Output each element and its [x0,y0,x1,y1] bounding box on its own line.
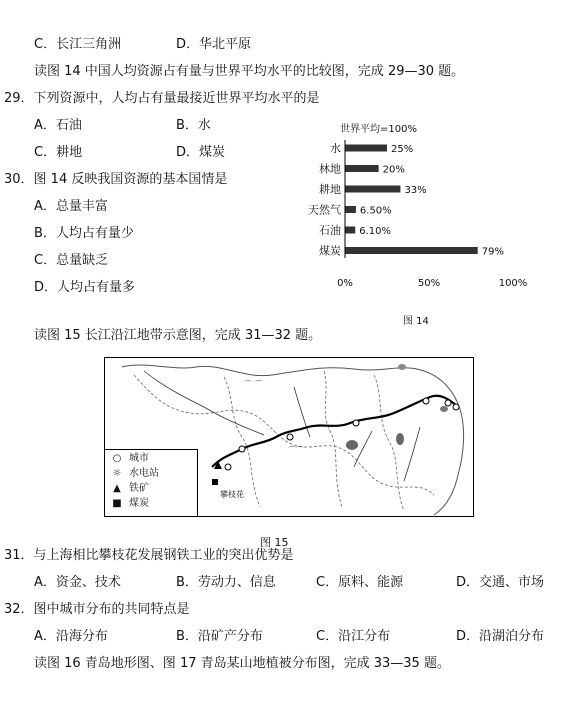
city-marker [445,400,451,406]
intro-figure-16: 读图 16 青岛地形图、图 17 青岛某山地植被分布图，完成 33—35 题。 [34,656,450,671]
map-legend [104,449,198,517]
circle-icon: ○ [112,453,122,464]
q32-option-b: B．沿矿产分布 [176,629,263,644]
question-31: 31．与上海相比攀枝花发展钢铁工业的突出优势是 [4,548,294,563]
chart-caption: 图 14 [403,316,429,327]
terrain-mark: ⌒⌒ [288,446,304,455]
square-icon: ■ [112,498,122,509]
category-label: 石油 [319,224,341,237]
option-c-prev: C．长江三角洲 [34,37,122,52]
value-label: 6.10% [359,226,392,237]
q32-option-a: A．沿海分布 [34,629,108,644]
q30-option-c: C．总量缺乏 [34,253,109,268]
legend-item-hydropower [111,467,159,480]
category-label: 煤炭 [319,244,341,258]
intro-figure-14: 读图 14 中国人均资源占有量与世界平均水平的比较图，完成 29—30 题。 [34,64,465,79]
lake-tai [440,406,448,412]
value-label: 33% [404,185,427,196]
panzhihua-label: 攀枝花 [220,490,244,499]
category-label: 耕地 [319,183,341,196]
city-marker [453,404,459,410]
bar [345,186,400,193]
bar [345,145,387,152]
q32-option-c: C．沿江分布 [316,629,391,644]
q32-option-d: D．沿湖泊分布 [456,629,545,644]
map-caption: 图 15 [260,536,289,549]
lake-poyang [396,433,404,445]
category-label: 水 [330,142,341,155]
lake-north [398,364,406,370]
value-label: 25% [391,144,414,155]
tick-label: 0% [337,278,353,289]
value-label: 79% [481,246,504,258]
q29-option-c: C．耕地 [34,145,83,160]
value-label: 20% [382,164,405,176]
bar [345,165,379,172]
city-marker [353,420,359,426]
city-marker [287,434,293,440]
q31-option-b: B．劳动力、信息 [176,575,276,590]
legend-item-city [111,452,149,465]
hydropower-marker [225,464,231,470]
q31-option-c: C．原料、能源 [316,575,404,590]
legend-item-coal [111,497,149,510]
category-label: 天然气 [308,203,341,217]
q30-option-a: A．总量丰富 [34,199,108,214]
lake-dongting [346,440,358,450]
intro-figure-15: 读图 15 长江沿江地带示意图，完成 31—32 题。 [34,328,322,343]
bar [345,247,478,254]
tick-label: 50% [417,278,441,289]
q31-option-a: A．资金、技术 [34,575,121,590]
bar [345,206,356,213]
q30-option-d: D．人均占有量多 [34,280,136,295]
legend-label: 城市 [129,453,149,464]
q30-option-b: B．人均占有量少 [34,226,134,241]
question-30: 30．图 14 反映我国资源的基本国情是 [4,172,228,187]
question-29: 29．下列资源中，人均占有量最接近世界平均水平的是 [4,91,320,106]
terrain-mark: ⌒ ⌒ [244,380,263,389]
legend-label: 煤炭 [129,498,149,509]
legend-item-iron [111,482,149,495]
coal-marker [212,479,218,485]
option-d-prev: D．华北平原 [176,37,252,52]
q29-option-a: A．石油 [34,118,82,133]
value-label: 6.50% [359,205,392,217]
triangle-icon: ▲ [113,483,121,494]
resource-comparison-chart [300,118,540,328]
city-marker [423,398,429,404]
q31-option-d: D．交通、市场 [456,575,545,590]
tick-label: 100% [498,278,528,289]
sun-icon: ☼ [112,468,122,479]
question-32: 32．图中城市分布的共同特点是 [4,602,190,617]
legend-label: 铁矿 [129,483,149,494]
bar [345,227,355,234]
city-marker [239,446,245,452]
q29-option-b: B．水 [176,118,211,133]
chart-title: 世界平均=100% [340,124,417,135]
q29-option-d: D．煤炭 [176,145,226,160]
category-label: 林地 [319,162,341,176]
legend-label: 水电站 [129,468,159,479]
